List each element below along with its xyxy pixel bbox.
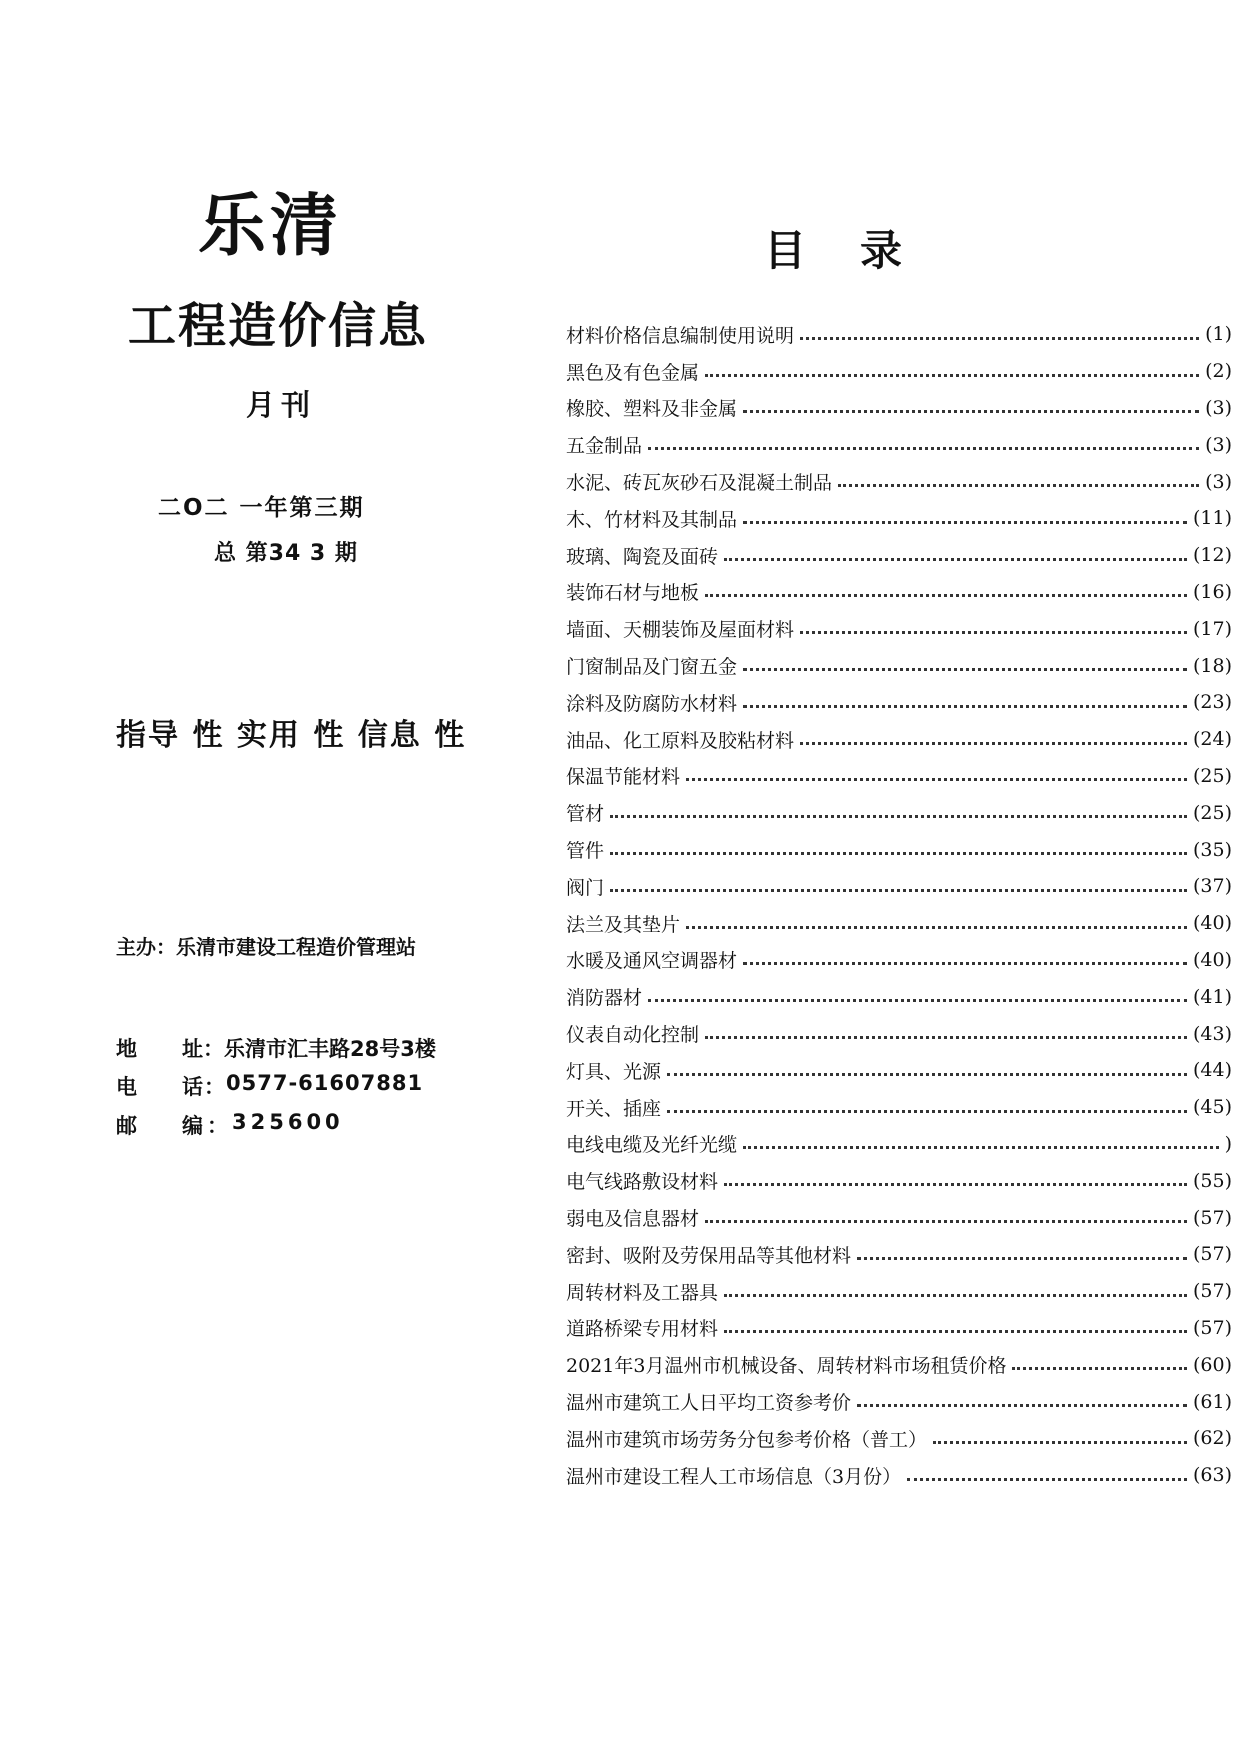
toc-leader — [610, 852, 1187, 855]
toc-item-page: (25) — [1192, 764, 1232, 787]
toc-item-page: (16) — [1192, 580, 1232, 603]
toc-item-page: (41) — [1192, 985, 1232, 1008]
toc-item-label: 仪表自动化控制 — [566, 1024, 700, 1047]
magazine-type: 月刊 — [246, 388, 317, 422]
toc-leader — [705, 594, 1187, 597]
toc-title: 目录 — [764, 226, 957, 275]
toc-item-page: (44) — [1192, 1059, 1232, 1082]
toc-item-label: 电线电缆及光纤光缆 — [566, 1134, 738, 1157]
toc-leader — [610, 815, 1187, 818]
total-issue-number: 总 第34 3 期 — [214, 541, 358, 566]
toc-item-page: (12) — [1192, 544, 1232, 567]
toc-item-page: (18) — [1192, 654, 1232, 677]
brand-title: 乐清 — [198, 187, 343, 266]
toc-item[interactable] — [566, 1236, 1232, 1273]
toc-item-page: (57) — [1192, 1316, 1232, 1339]
toc-item-page: ) — [1224, 1132, 1232, 1155]
toc-leader — [743, 962, 1187, 965]
toc-item[interactable] — [566, 978, 1232, 1015]
toc-item[interactable] — [566, 1052, 1232, 1089]
contact-value: 乐清市汇丰路28号3楼 — [224, 1037, 436, 1061]
toc-item-label: 阀门 — [566, 876, 605, 899]
toc-item-page: (55) — [1192, 1169, 1232, 1192]
toc-leader — [933, 1441, 1187, 1444]
toc-item-label: 弱电及信息器材 — [566, 1208, 700, 1231]
toc-item[interactable] — [566, 758, 1232, 795]
toc-item-label: 密封、吸附及劳保用品等其他材料 — [566, 1244, 852, 1267]
toc-leader — [857, 1257, 1187, 1260]
toc-item[interactable] — [566, 537, 1232, 574]
toc-item[interactable] — [566, 463, 1232, 500]
toc-item[interactable] — [566, 353, 1232, 390]
toc-leader — [686, 778, 1187, 781]
sponsor: 主办：乐清市建设工程造价管理站 — [116, 935, 416, 959]
toc-item-page: (17) — [1192, 617, 1232, 640]
contact-label: 电 — [116, 1075, 138, 1099]
toc-item-page: (11) — [1192, 507, 1232, 530]
toc-item-label: 电气线路敷设材料 — [566, 1171, 719, 1194]
toc-item-page: (40) — [1192, 912, 1232, 935]
toc-leader — [705, 1220, 1187, 1223]
toc-item-label: 水暖及通风空调器材 — [566, 950, 738, 973]
toc-item[interactable] — [566, 390, 1232, 427]
contact-address — [116, 1033, 436, 1063]
toc-item-page: (24) — [1192, 728, 1232, 751]
toc-item[interactable] — [566, 905, 1232, 942]
toc-item[interactable] — [566, 426, 1232, 463]
contact-label: 编： — [182, 1114, 232, 1138]
toc-item-page: (43) — [1192, 1022, 1232, 1045]
toc-leader — [610, 889, 1187, 892]
toc-item[interactable] — [566, 1273, 1232, 1310]
toc-item[interactable] — [566, 1346, 1232, 1383]
toc-item-page: (63) — [1192, 1464, 1232, 1487]
toc-item-page: (3) — [1205, 470, 1232, 493]
toc-item[interactable] — [566, 1162, 1232, 1199]
toc-item-label: 管件 — [566, 840, 605, 863]
toc-leader — [1012, 1367, 1187, 1370]
contact-value: 0577-61607881 — [226, 1071, 424, 1095]
contact-label: 话： — [182, 1075, 226, 1099]
toc-item-label: 消防器材 — [566, 987, 643, 1010]
toc-item-page: (60) — [1192, 1353, 1232, 1376]
toc-leader — [667, 1073, 1187, 1076]
toc-item[interactable] — [566, 1015, 1232, 1052]
toc-item[interactable] — [566, 316, 1232, 353]
toc-item-label: 温州市建设工程人工市场信息（3月份） — [566, 1465, 902, 1488]
toc-leader — [724, 1183, 1187, 1186]
toc-leader — [743, 521, 1187, 524]
toc-item-label: 墙面、天棚装饰及屋面材料 — [566, 619, 795, 642]
toc-item[interactable] — [566, 831, 1232, 868]
toc-item-page: (3) — [1205, 433, 1232, 456]
magazine-title: 工程造价信息 — [128, 298, 429, 354]
toc-item-label: 五金制品 — [566, 435, 643, 458]
toc-leader — [724, 1294, 1187, 1297]
contact-value: 325600 — [232, 1110, 344, 1134]
toc-item[interactable] — [566, 1420, 1232, 1457]
toc-item-label: 温州市建筑工人日平均工资参考价 — [566, 1392, 852, 1414]
toc-leader — [857, 1404, 1187, 1407]
toc-item-label: 木、竹材料及其制品 — [566, 508, 738, 531]
toc-item[interactable] — [566, 610, 1232, 647]
toc-item[interactable] — [566, 500, 1232, 537]
toc-leader — [800, 742, 1187, 745]
toc-item-page: (1) — [1205, 323, 1232, 346]
toc-item-page: (35) — [1192, 838, 1232, 861]
toc-item-page: (25) — [1192, 801, 1232, 824]
contact-label: 地 — [116, 1037, 137, 1061]
toc-item-page: (23) — [1192, 691, 1232, 714]
contact-zip — [116, 1110, 344, 1140]
toc-item-label: 温州市建筑市场劳务分包参考价格（普工） — [566, 1428, 928, 1451]
toc-item-label: 水泥、砖瓦灰砂石及混凝土制品 — [566, 472, 833, 495]
toc-leader — [743, 705, 1187, 708]
toc-item-page: (57) — [1192, 1206, 1232, 1229]
toc-item[interactable] — [566, 868, 1232, 905]
toc-item[interactable] — [566, 794, 1232, 831]
toc-item-label: 材料价格信息编制使用说明 — [566, 324, 795, 347]
issue-number: 二O二 一年第三期 — [158, 495, 365, 521]
toc-leader — [648, 447, 1199, 450]
contact-label: 邮 — [116, 1114, 141, 1138]
toc-leader — [667, 1110, 1187, 1113]
toc-item[interactable] — [566, 684, 1232, 721]
toc-item[interactable] — [566, 647, 1232, 684]
toc-item-label: 涂料及防腐防水材料 — [566, 692, 738, 715]
toc-leader — [743, 1146, 1219, 1149]
toc-item-label: 管材 — [566, 803, 605, 826]
toc-leader — [743, 410, 1199, 413]
toc-item-label: 门窗制品及门窗五金 — [566, 656, 738, 679]
toc-item-page: (3) — [1205, 396, 1232, 419]
toc-leader — [648, 999, 1187, 1002]
toc-item[interactable] — [566, 1310, 1232, 1347]
toc-item-label: 灯具、光源 — [566, 1060, 662, 1083]
toc-item[interactable] — [566, 1199, 1232, 1236]
toc-leader — [838, 484, 1199, 487]
toc-leader — [724, 1330, 1187, 1333]
toc-item-label: 2021年3月温州市机械设备、周转材料市场租赁价格 — [566, 1355, 1007, 1378]
toc-item[interactable] — [566, 721, 1232, 758]
toc-leader — [686, 926, 1187, 929]
toc-item[interactable] — [566, 574, 1232, 611]
toc-item[interactable] — [566, 1383, 1232, 1420]
slogan: 指导 性 实用 性 信息 性 — [116, 718, 467, 753]
toc-item-label: 保温节能材料 — [566, 766, 681, 789]
toc-item-page: (62) — [1192, 1427, 1232, 1450]
toc-leader — [907, 1478, 1187, 1481]
toc-item[interactable] — [566, 1457, 1232, 1494]
toc-item-label: 法兰及其垫片 — [566, 913, 681, 936]
contact-label: 址： — [182, 1037, 224, 1061]
toc-item-page: (40) — [1192, 948, 1232, 971]
toc-item[interactable] — [566, 942, 1232, 979]
toc-item-label: 橡胶、塑料及非金属 — [566, 398, 738, 421]
toc-leader — [800, 337, 1199, 340]
toc-item-page: (45) — [1192, 1096, 1232, 1119]
toc-leader — [705, 1036, 1187, 1039]
toc-item-label: 道路桥梁专用材料 — [566, 1318, 719, 1341]
toc-leader — [743, 668, 1187, 671]
toc-item-page: (2) — [1205, 360, 1232, 383]
toc-item-label: 开关、插座 — [566, 1097, 662, 1120]
toc-item-page: (37) — [1192, 875, 1232, 898]
toc-list — [566, 316, 1232, 1494]
toc-item-page: (57) — [1192, 1280, 1232, 1303]
toc-item-label: 黑色及有色金属 — [566, 361, 700, 384]
contact-phone — [116, 1071, 423, 1101]
toc-item-page: (61) — [1192, 1390, 1232, 1413]
toc-item-page: (57) — [1192, 1243, 1232, 1266]
toc-leader — [800, 631, 1187, 634]
toc-item-label: 周转材料及工器具 — [566, 1281, 719, 1304]
toc-leader — [724, 558, 1187, 561]
toc-leader — [705, 374, 1199, 377]
toc-item-label: 装饰石材与地板 — [566, 582, 700, 605]
toc-item[interactable] — [566, 1126, 1232, 1163]
toc-item-label: 油品、化工原料及胶粘材料 — [566, 729, 795, 752]
toc-item-label: 玻璃、陶瓷及面砖 — [566, 545, 719, 568]
toc-item[interactable] — [566, 1089, 1232, 1126]
